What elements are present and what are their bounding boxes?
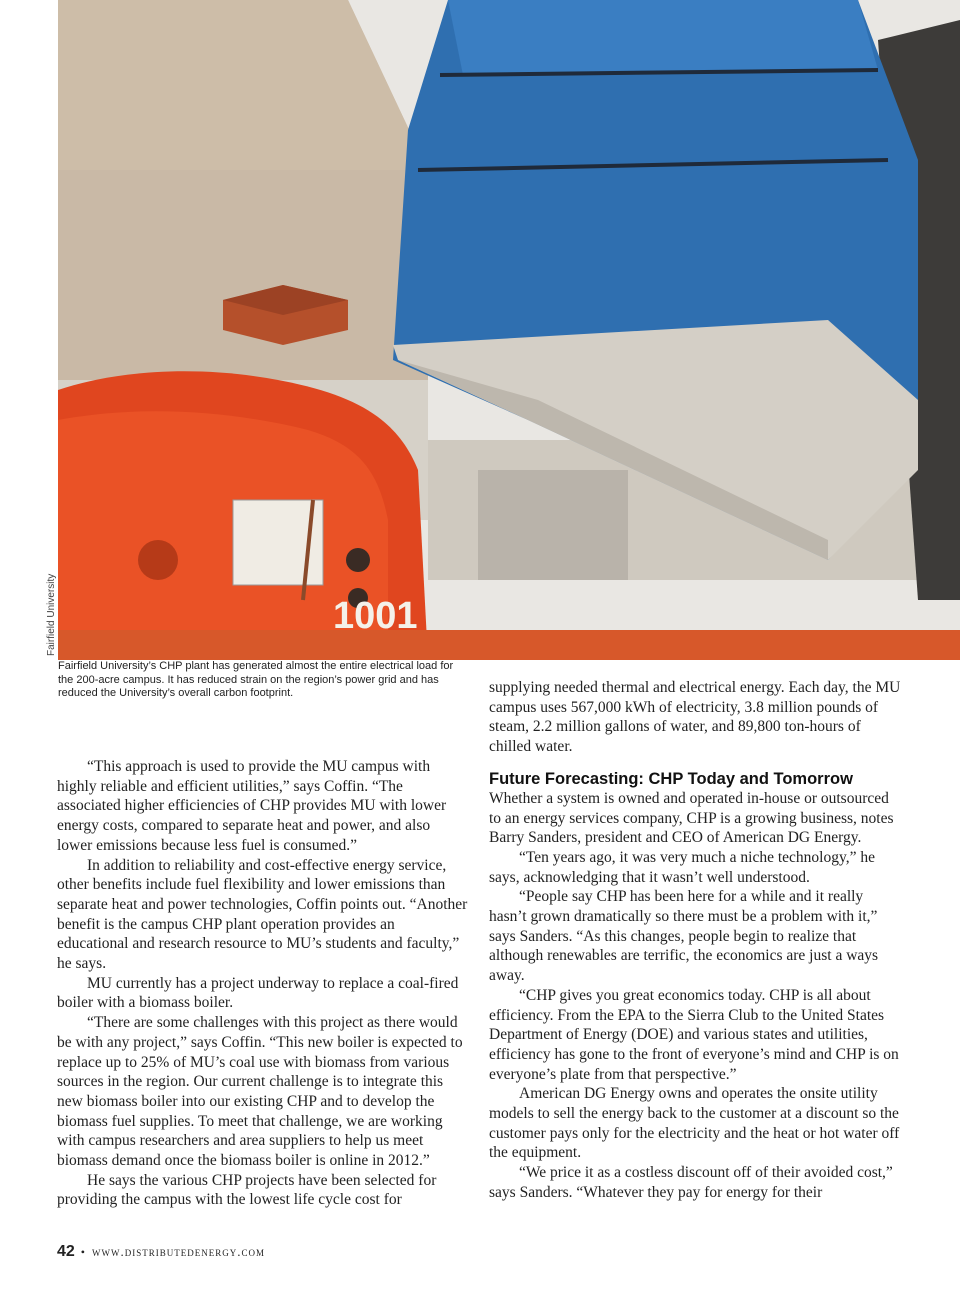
- body-paragraph: “Ten years ago, it was very much a niche technology,” he says, acknowledging that it wasn’t well understood.: [489, 848, 875, 886]
- body-paragraph: “We price it as a costless discount off of their avoided cost,” says Sanders. “Whatever they pay for energy for their: [489, 1164, 893, 1201]
- body-paragraph: “There are some challenges with this project as there would be with any project,” says Coffin. “This new boiler is expected to replace up to 25% of MU’s coal use with biomass from various sources in the region. Our current challenge is to integrate this new biomass boiler into our existing CHP and to develop the biomass fuel supplies. To meet that challenge, we are working with campus researchers and area suppliers to help us meet biomass demand once the biomass boiler is online in 2012.”: [57, 1014, 463, 1170]
- photo-credit-text: Fairfield University: [46, 573, 57, 656]
- section-heading: Future Forecasting: CHP Today and Tomorrow: [489, 769, 853, 788]
- body-paragraph: supplying needed thermal and electrical energy. Each day, the MU campus uses 567,000 kWh of electricity, 3.8 million pounds of steam, 2.2 million gallons of water, and 89,800 ton-hours of chilled water.: [489, 679, 901, 756]
- footer-bullet: •: [80, 1245, 86, 1259]
- body-paragraph: “This approach is used to provide the MU campus with highly reliable and efficient utilities,” says Coffin. “The associated higher efficiencies of CHP provides MU with lower energy costs, compared to separate heat and power, and also lower emissions because less fuel is consumed.”: [57, 758, 447, 854]
- photo-caption: Fairfield University’s CHP plant has generated almost the entire electrical load for the 200-acre campus. It has reduced strain on the region’s power grid and has reduced the University’s overall carbon footprint.: [58, 660, 454, 699]
- article-photo: [58, 0, 960, 660]
- body-paragraph: He says the various CHP projects have been selected for providing the campus with the lowest life cycle cost for: [57, 1171, 437, 1209]
- page-footer: [57, 1243, 265, 1261]
- footer-url: www.distributedenergy.com: [92, 1244, 265, 1259]
- body-paragraph: Whether a system is owned and operated in-house or outsourced to an energy services company, CHP is a growing business, notes Barry Sanders, president and CEO of American DG Energy.: [489, 789, 894, 847]
- body-paragraph: “People say CHP has been here for a while and it really hasn’t grown dramatically so there must be a problem with it,” says Sanders. “As this changes, people begin to realize that although renewables are terrific, the economics are just a ways away.: [489, 888, 879, 985]
- body-paragraph: In addition to reliability and cost-effective energy service, other benefits include fuel flexibility and lower emissions than separate heat and power technologies, Coffin points out. “Another benefit is the campus CHP plant operation provides an educational and research resource to MU’s students and faculty,” he says.: [57, 856, 468, 973]
- page-number: 42: [57, 1243, 75, 1260]
- body-paragraph: MU currently has a project underway to replace a coal-fired boiler with a biomass boiler.: [57, 974, 459, 1012]
- body-paragraph: “CHP gives you great economics today. CHP is all about efficiency. From the EPA to the Sierra Club to the United States Department of Energy (DOE) and various states and utilities, efficiency has gone to the front of everyone’s mind and CHP is on everyone’s plate from that perspective.”: [489, 986, 899, 1083]
- left-column: [57, 757, 469, 1210]
- photo-credit: [30, 573, 150, 656]
- truck-number: 1001: [333, 595, 418, 637]
- body-paragraph: American DG Energy owns and operates the onsite utility models to sell the energy back to the customer at a discount so the customer pays only for the electricity and the heat or hot water off the equipment.: [489, 1085, 900, 1162]
- right-column: [489, 678, 901, 1203]
